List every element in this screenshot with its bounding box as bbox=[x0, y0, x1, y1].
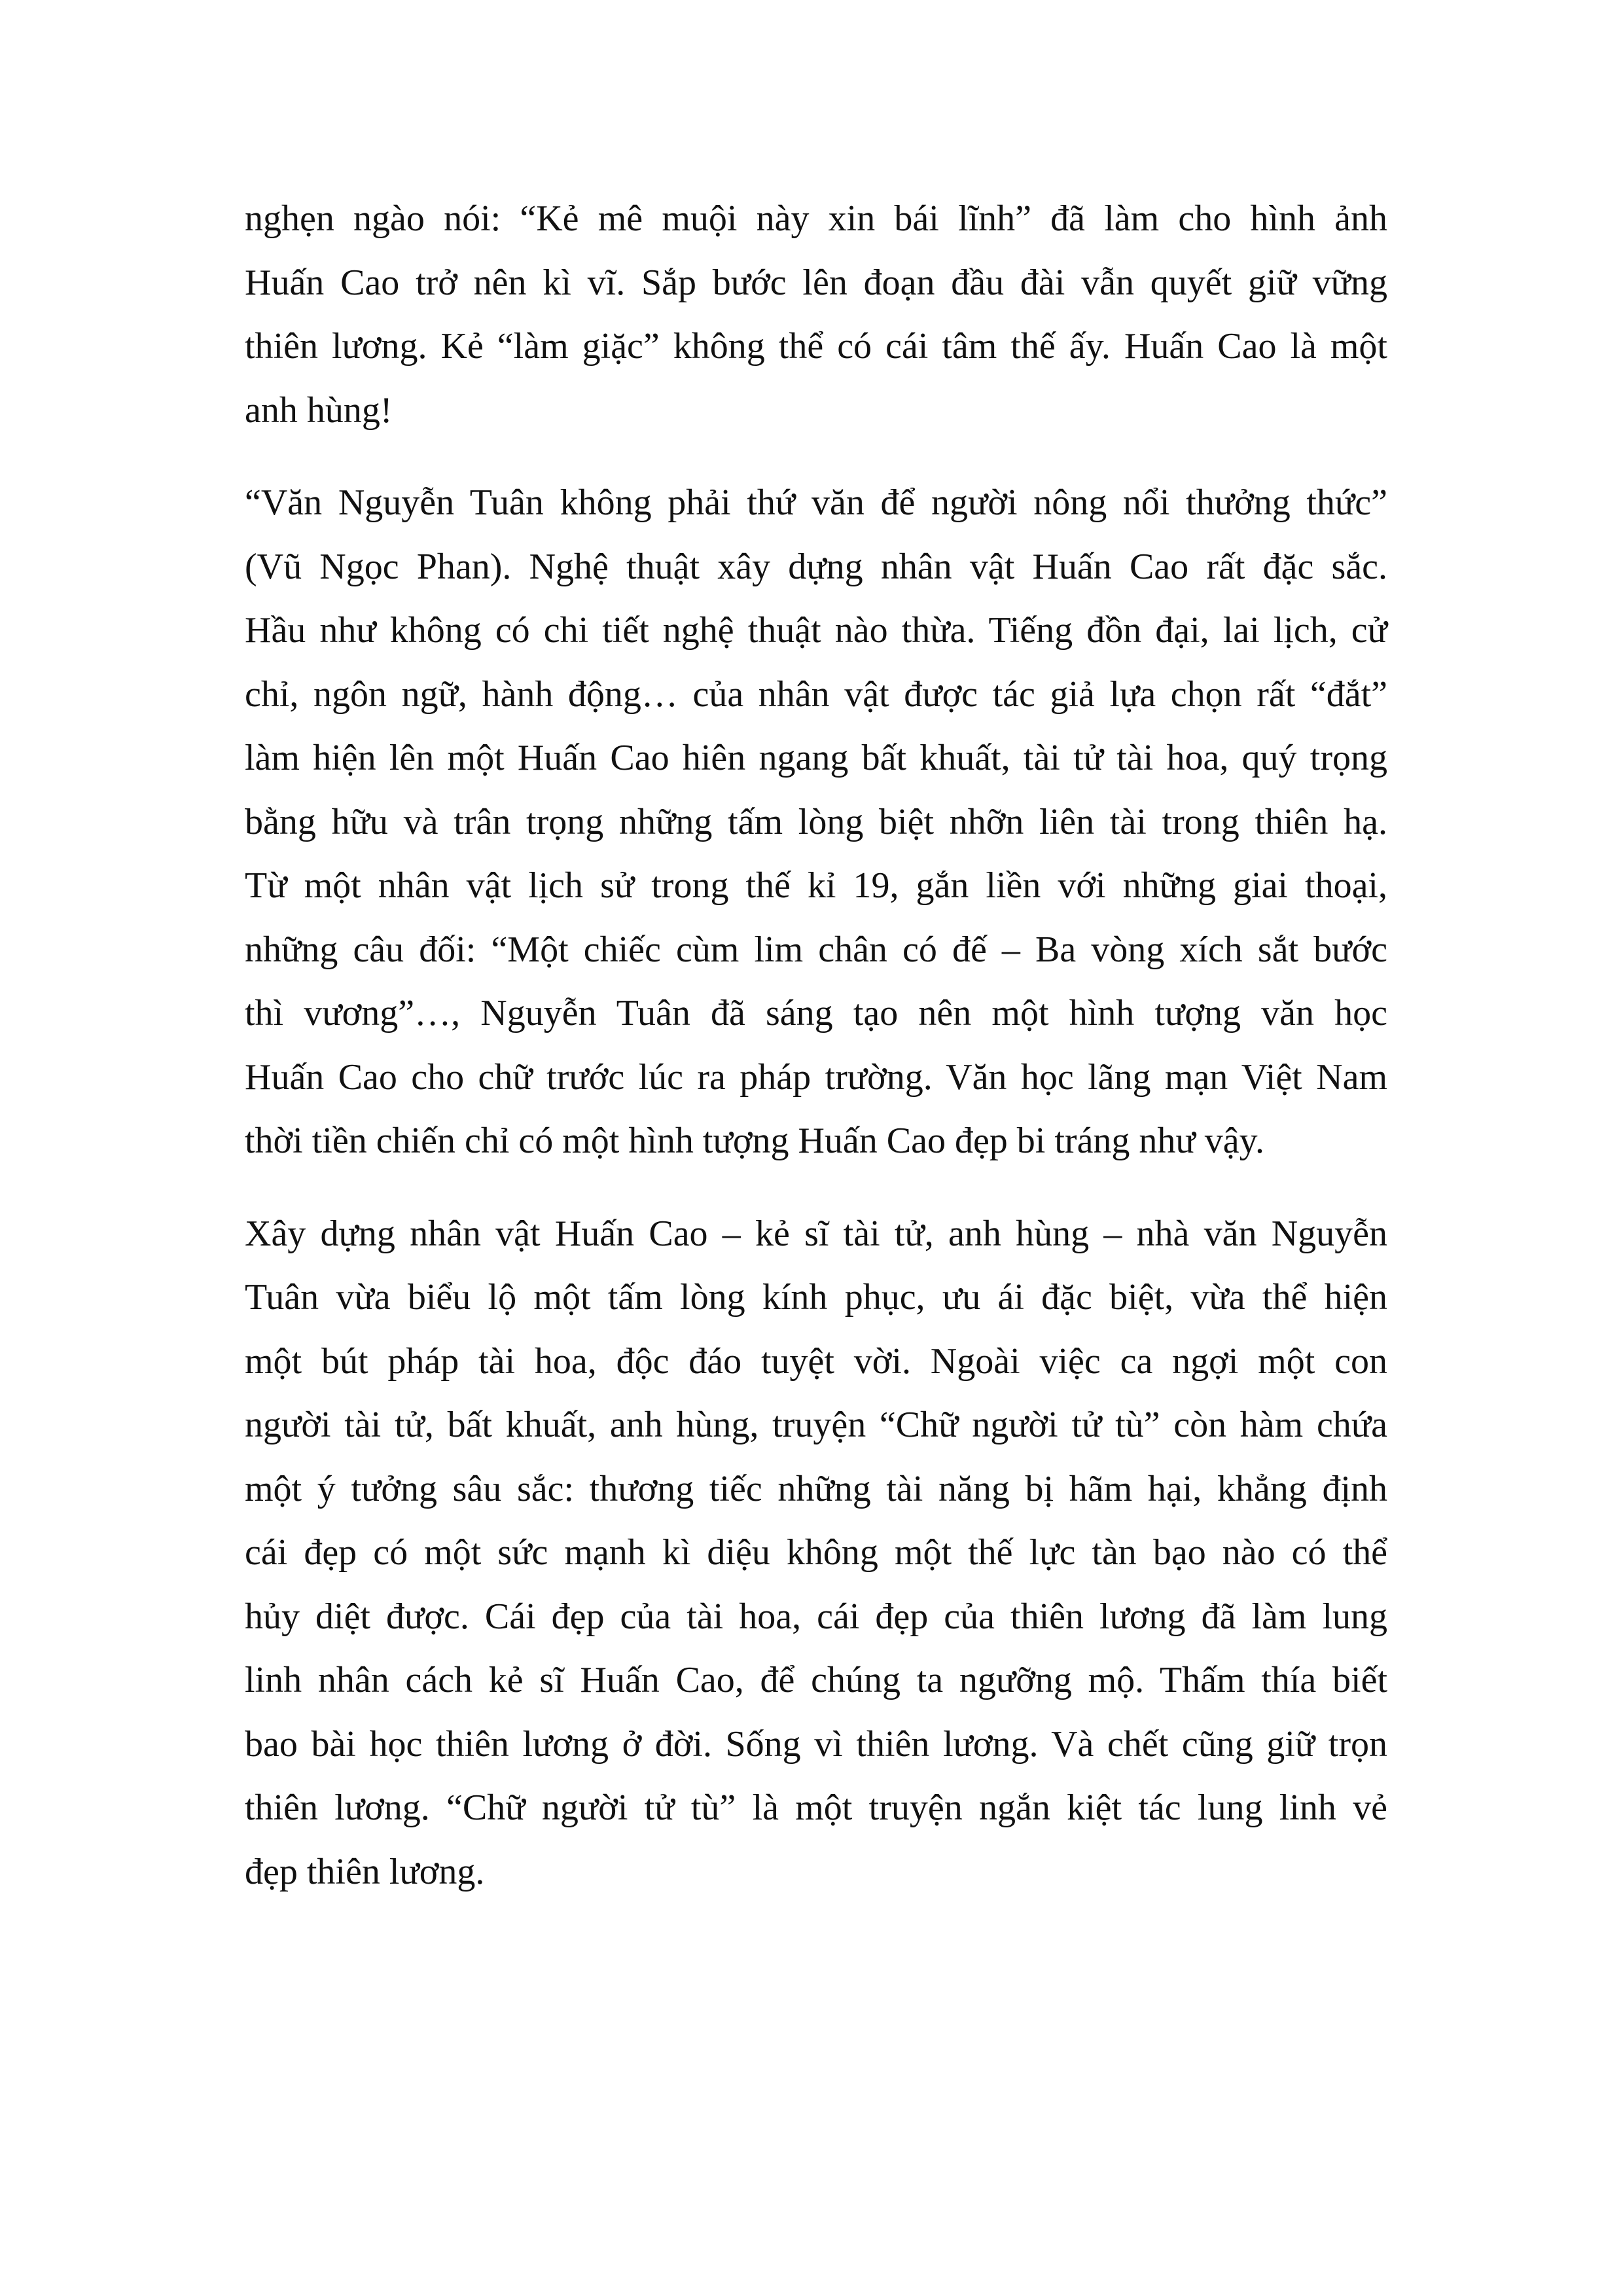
text-line: một bút pháp tài hoa, độc đáo tuyệt vời. Ngoài việc ca ngợi một con bbox=[245, 1340, 1387, 1382]
text-line: (Vũ Ngọc Phan). Nghệ thuật xây dựng nhân vật Huấn Cao rất đặc sắc. bbox=[245, 546, 1387, 587]
text-line: anh hùng! bbox=[245, 389, 393, 431]
text-line: Tuân vừa biểu lộ một tấm lòng kính phục, ưu ái đặc biệt, vừa thể hiện bbox=[245, 1277, 1387, 1318]
text-line: “Văn Nguyễn Tuân không phải thứ văn để người nông nổi thưởng thức” bbox=[245, 482, 1387, 523]
text-line: hủy diệt được. Cái đẹp của tài hoa, cái đẹp của thiên lương đã làm lung bbox=[245, 1596, 1387, 1637]
text-line: thì vương”…, Nguyễn Tuân đã sáng tạo nên một hình tượng văn học bbox=[245, 993, 1387, 1033]
text-line: thiên lương. Kẻ “làm giặc” không thể có cái tâm thế ấy. Huấn Cao là một bbox=[245, 326, 1387, 367]
body-text bbox=[245, 187, 1387, 1904]
paragraph-3 bbox=[245, 1202, 1387, 1905]
text-line: Hầu như không có chi tiết nghệ thuật nào thừa. Tiếng đồn đại, lai lịch, cử bbox=[245, 610, 1387, 651]
text-line: làm hiện lên một Huấn Cao hiên ngang bất khuất, tài tử tài hoa, quý trọng bbox=[245, 738, 1387, 778]
text-line: nghẹn ngào nói: “Kẻ mê muội này xin bái lĩnh” đã làm cho hình ảnh bbox=[245, 198, 1387, 239]
text-line: Huấn Cao cho chữ trước lúc ra pháp trường. Văn học lãng mạn Việt Nam bbox=[245, 1056, 1387, 1098]
text-line: Xây dựng nhân vật Huấn Cao – kẻ sĩ tài tử, anh hùng – nhà văn Nguyễn bbox=[245, 1213, 1387, 1254]
text-line: chỉ, ngôn ngữ, hành động… của nhân vật được tác giả lựa chọn rất “đắt” bbox=[245, 673, 1387, 715]
text-line: Từ một nhân vật lịch sử trong thế kỉ 19, gắn liền với những giai thoại, bbox=[245, 865, 1387, 906]
text-line: bằng hữu và trân trọng những tấm lòng biệt nhỡn liên tài trong thiên hạ. bbox=[245, 801, 1387, 842]
paragraph-2 bbox=[245, 471, 1387, 1174]
text-line: thiên lương. “Chữ người tử tù” là một truyện ngắn kiệt tác lung linh vẻ bbox=[245, 1787, 1387, 1828]
text-line: những câu đối: “Một chiếc cùm lim chân có đế – Ba vòng xích sắt bước bbox=[245, 929, 1387, 970]
text-line: Huấn Cao trở nên kì vĩ. Sắp bước lên đoạn đầu đài vẫn quyết giữ vững bbox=[245, 262, 1387, 303]
text-line: người tài tử, bất khuất, anh hùng, truyện “Chữ người tử tù” còn hàm chứa bbox=[245, 1405, 1387, 1445]
text-line: một ý tưởng sâu sắc: thương tiếc những tài năng bị hãm hại, khẳng định bbox=[245, 1468, 1387, 1509]
text-line: cái đẹp có một sức mạnh kì diệu không một thế lực tàn bạo nào có thể bbox=[245, 1532, 1387, 1573]
paragraph-1 bbox=[245, 187, 1387, 442]
text-line: thời tiền chiến chỉ có một hình tượng Huấn Cao đẹp bi tráng như vậy. bbox=[245, 1121, 1264, 1161]
text-line: linh nhân cách kẻ sĩ Huấn Cao, để chúng ta ngưỡng mộ. Thấm thía biết bbox=[245, 1660, 1387, 1700]
text-line: bao bài học thiên lương ở đời. Sống vì thiên lương. Và chết cũng giữ trọn bbox=[245, 1723, 1387, 1765]
text-line: đẹp thiên lương. bbox=[245, 1851, 485, 1892]
